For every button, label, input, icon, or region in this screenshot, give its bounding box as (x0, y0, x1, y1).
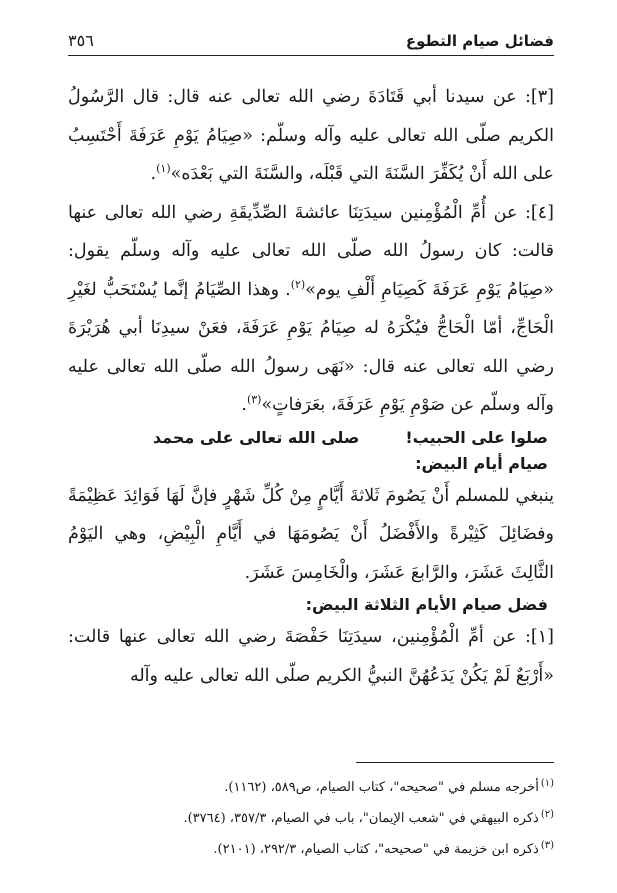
footnote-number: (١) (540, 777, 554, 789)
hadith-3-tail: . (150, 164, 157, 184)
footnote-separator (356, 762, 554, 763)
footnote-3 (68, 834, 554, 865)
footnotes (68, 772, 554, 865)
hadith-3-text: [٣]: عن سيدنا أبي قَتَادَةَ رضي الله تعالى عنه قال: قال الرَّسُولُ الكريم صلّى الله تعالى عليه وآله وسلّم: «صِيَامُ يَوْمِ عَرَفَةَ أَحْتَسِبُ على الله أَنْ يُكَفِّرَ السَّنَةَ التي قَبْلَه، والسَّنَةَ التي بَعْدَه» (68, 87, 554, 184)
footnote-1 (68, 772, 554, 803)
footnote-number: (٣) (540, 839, 554, 851)
hadith-4-end: . (241, 395, 247, 415)
section-heading-white-days: صيام أيام البيض: (415, 453, 548, 473)
page-body (68, 56, 554, 695)
white-days-paragraph: ينبغي للمسلم أَنْ يَصُومَ ثَلاثةَ أَيَّامٍ مِنْ كُلِّ شَهْرٍ فإنَّ لَهَا فَوَائِدَ عَظِيْمَةً وفضَائِلَ كَثِيْرةً والأَفْضَلُ أَنْ يَصُومَهَا في أَيَّامِ الْبِيْضِ، وهي اليَوْمُ الثَّالِثَ عَشَرَ، والرَّابعَ عَشَرَ، والْخَامِسَ عَشَرَ. (68, 485, 554, 583)
page-number: ٣٥٦ (68, 31, 94, 50)
footnote-2 (68, 803, 554, 834)
hadith-paragraph-4 (68, 194, 554, 425)
footnote-ref-2: (٢) (290, 277, 306, 291)
hadith-paragraph-3 (68, 78, 554, 194)
header-rule (68, 55, 554, 56)
footnote-number: (٢) (540, 808, 554, 820)
section-heading-virtue: فضل صيام الأيام الثلاثة البيض: (305, 595, 548, 614)
book-page (68, 20, 554, 880)
salawat-response: صلى الله تعالى على محمد (152, 427, 360, 447)
hadith-4-continuation: . وهذا الصِّيَامُ إنَّما يُسْتَحَبُّ لغَيْرِ الْحَاجِّ، أمّا الْحَاجُّ فيُكْرَهُ له صِيَامُ يَوْمِ عَرَفَةَ، فعَنْ سيدِنَا أبي هُرَيْرَةَ رضي الله تعالى عنه قال: «نَهَى رسولُ الله صلّى الله تعالى عليه وآله وسلّم عن صَوْمِ يَوْمِ عَرَفَةَ، بعَرَفاتٍ» (68, 279, 554, 415)
running-title: فضائل صيام التطوع (405, 32, 554, 50)
page-header (68, 20, 554, 56)
virtue-paragraph: [١]: عن أمِّ الْمُؤْمِنين، سيدَتِنَا حَفْصَةَ رضي الله تعالى عنها قالت: «أَرْبَعٌ لَمْ يَكُنْ يَدَعُهُنَّ النبيُّ الكريم صلّى الله تعالى عليه وآله (68, 627, 554, 686)
footnote-text: ذكره البيهقي في "شعب الإيمان"، باب في الصيام، ٣٥٧/٣، (٣٧٦٤). (183, 811, 539, 826)
footnote-text: ذكره ابن خزيمة في "صحيحه"، كتاب الصيام، ٢٩٢/٣، (٢١٠١). (213, 842, 539, 857)
footnote-ref-1: (١) (156, 162, 171, 176)
footnote-text: أخرجه مسلم في "صحيحه"، كتاب الصيام، ص٥٨٩، (١١٦٢). (224, 780, 539, 795)
salawat-line (68, 425, 548, 451)
hadith-4-text: [٤]: عن أُمِّ الْمُؤْمِنين سيدَتِنَا عائشةَ الصِّدِّيقَةِ رضي الله تعالى عنها قالت: كان رسولُ الله صلّى الله تعالى عليه وآله وسلّم يقول: «صِيَامُ يَوْمِ عَرَفَةَ كَصِيَامِ أَلْفِ يوم» (68, 202, 554, 300)
footnote-ref-3: (٣) (246, 393, 262, 407)
salawat-call: صلوا على الحبيب! (405, 427, 548, 447)
